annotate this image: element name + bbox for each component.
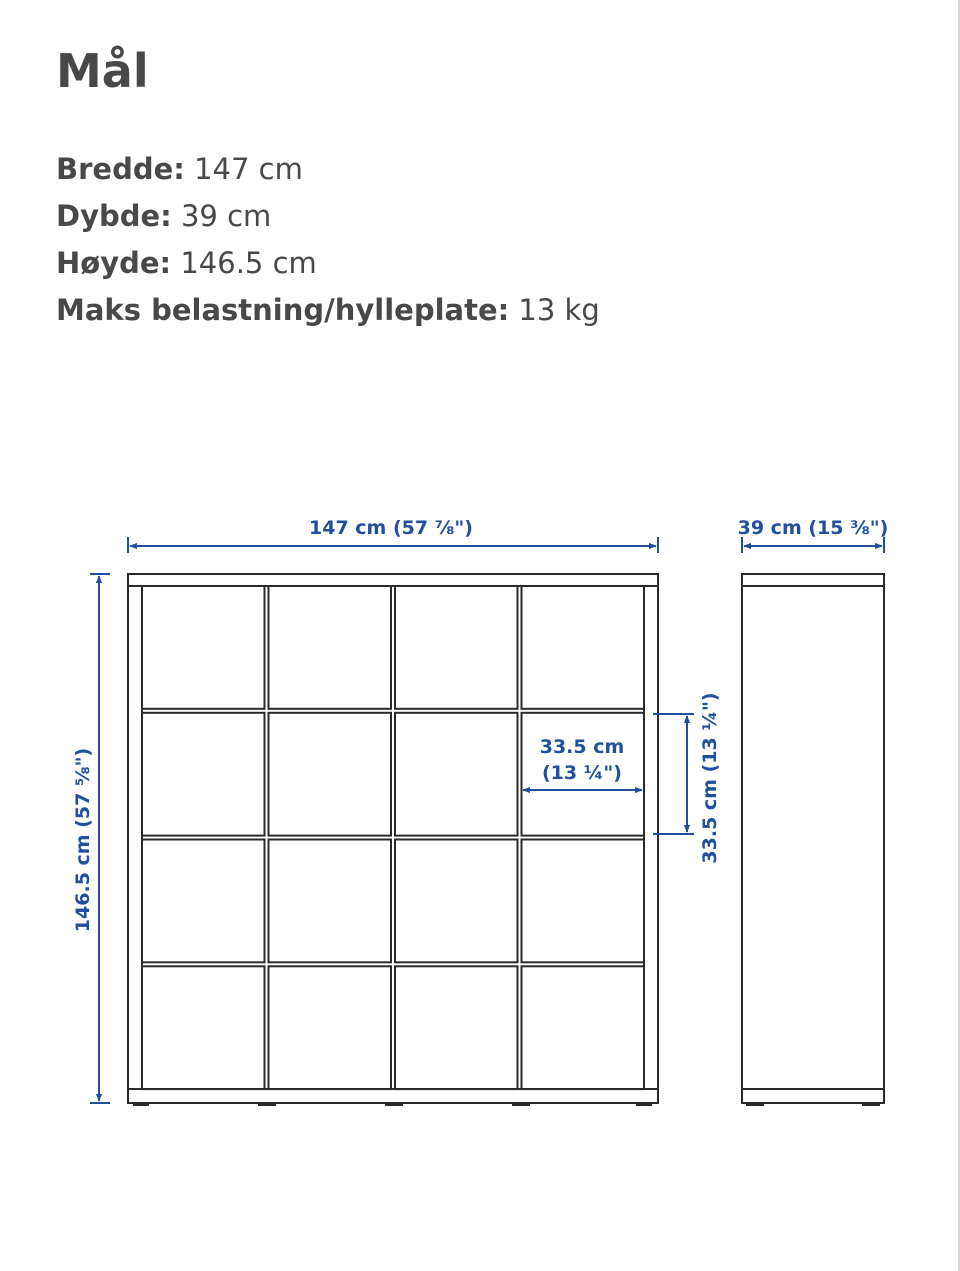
cell-width-label-line2: (13 ¼"): [542, 762, 622, 784]
height-label: 146.5 cm (57 ⅝"): [72, 747, 94, 933]
depth-label: 39 cm (15 ⅜"): [737, 517, 889, 539]
shelf-cell: [522, 840, 645, 963]
shelf-cells: [142, 586, 644, 1089]
shelf-foot: [258, 1103, 276, 1106]
shelf-foot: [636, 1103, 652, 1106]
spec-value: 13 kg: [509, 293, 600, 327]
shelf-front-view: [128, 574, 658, 1106]
depth-dimension: [742, 537, 884, 553]
spec-label: Dybde:: [56, 199, 172, 233]
shelf-foot: [385, 1103, 403, 1106]
spec-value: 146.5 cm: [171, 246, 317, 280]
shelf-top-board: [128, 574, 658, 586]
side-foot: [862, 1103, 880, 1106]
shelf-foot: [133, 1103, 149, 1106]
side-panel: [742, 586, 884, 1089]
spec-value: 39 cm: [171, 199, 272, 233]
side-bottom-board: [742, 1089, 884, 1103]
shelf-cell: [522, 586, 645, 709]
shelf-cell: [269, 586, 392, 709]
shelf-cell: [522, 966, 645, 1089]
page-title: Mål: [56, 44, 149, 98]
shelf-cell: [269, 713, 392, 836]
shelf-cell: [142, 586, 265, 709]
shelf-side-view: [742, 574, 884, 1106]
shelf-cell: [395, 713, 518, 836]
spec-label: Maks belastning/hylleplate:: [56, 293, 510, 327]
shelf-cell: [142, 713, 265, 836]
shelf-cell: [142, 966, 265, 1089]
shelf-cell: [269, 840, 392, 963]
width-dimension: [128, 537, 658, 553]
spec-label: Høyde:: [56, 246, 172, 280]
spec-label: Bredde:: [56, 152, 185, 186]
width-label: 147 cm (57 ⅞"): [309, 517, 473, 539]
cell-width-label-line1: 33.5 cm: [539, 736, 625, 758]
shelf-cell: [269, 966, 392, 1089]
shelf-left-side: [128, 586, 142, 1089]
cell-height-label: 33.5 cm (13 ¼"): [699, 692, 721, 864]
shelf-cell: [142, 840, 265, 963]
shelf-cell: [395, 586, 518, 709]
side-top-board: [742, 574, 884, 586]
cell-height-dimension: [653, 714, 694, 834]
shelf-bottom-board: [128, 1089, 658, 1103]
side-foot: [746, 1103, 764, 1106]
shelf-right-side: [644, 586, 658, 1089]
shelf-cell: [395, 840, 518, 963]
shelf-foot: [512, 1103, 530, 1106]
spec-value: 147 cm: [184, 152, 303, 186]
shelf-cell: [395, 966, 518, 1089]
